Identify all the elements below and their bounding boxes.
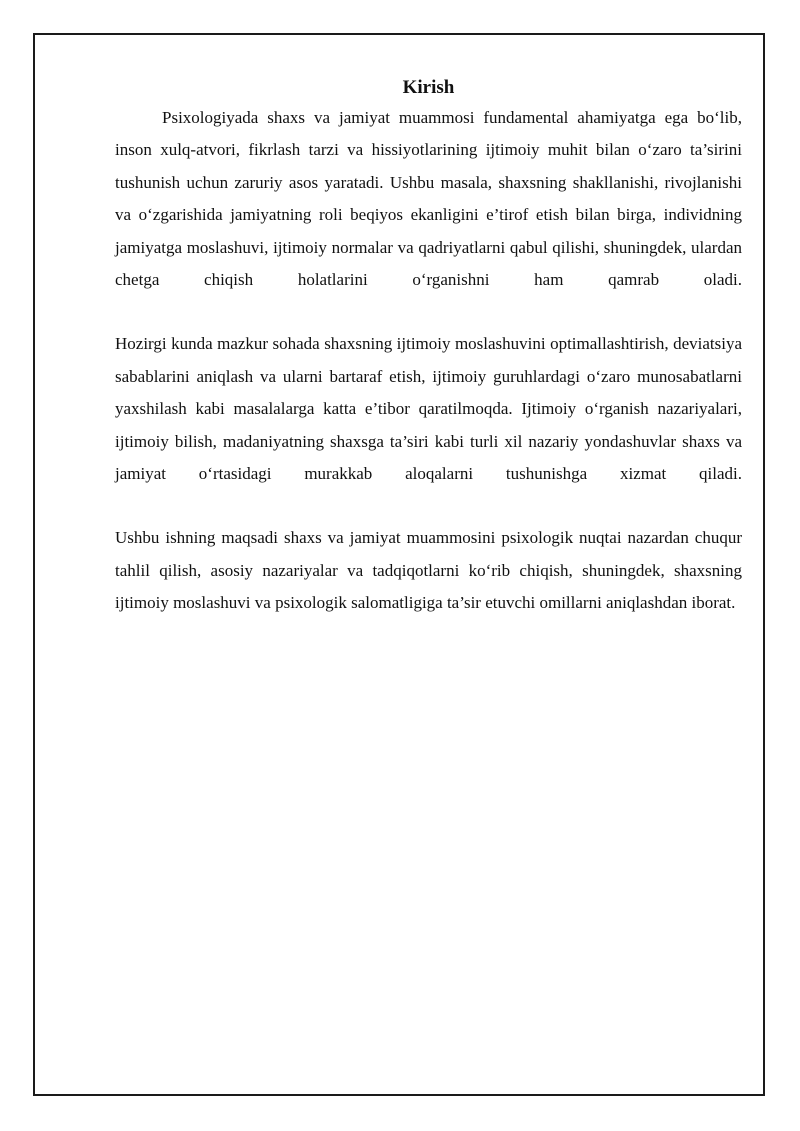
document-body (115, 74, 742, 620)
paragraph-3: Ushbu ishning maqsadi shaxs va jamiyat muammosini psixologik nuqtai nazardan chuqur tahlil qilish, asosiy nazariyalar va tadqiqotlarni ko‘rib chiqish, shuningdek, shaxsning ijtimoiy moslashuvi va psixologik salomatligiga ta’sir etuvchi omillarni aniqlashdan iborat. (115, 528, 742, 613)
paragraph-1: Psixologiyada shaxs va jamiyat muammosi fundamental ahamiyatga ega bo‘lib, inson xulq-atvori, fikrlash tarzi va hissiyotlarining ijtimoiy muhit bilan o‘zaro ta’sirini tushunish uchun zaruriy asos yaratadi. Ushbu masala, shaxsning shakllanishi, rivojlanishi va o‘zgarishida jamiyatning roli beqiyos ekanligini e’tirof etish bilan birga, individning jamiyatga moslashuvi, ijtimoiy normalar va qadriyatlarni qabul qilishi, shuningdek, ulardan chetga chiqish holatlarini o‘rganishni ham qamrab oladi. (115, 108, 742, 290)
paragraph-spacer (115, 490, 742, 522)
section-title: Kirish (402, 77, 455, 98)
paragraph-2: Hozirgi kunda mazkur sohada shaxsning ijtimoiy moslashuvini optimallashtirish, deviatsiya sabablarini aniqlash va ularni bartaraf etish, ijtimoiy guruhlardagi o‘zaro munosabatlarni yaxshilash kabi masalalarga katta e’tibor qaratilmoqda. Ijtimoiy o‘rganish nazariyalari, ijtimoiy bilish, madaniyatning shaxsga ta’siri kabi turli xil nazariy yondashuvlar shaxs va jamiyat o‘rtasidagi murakkab aloqalarni tushunishga xizmat qiladi. (115, 334, 742, 484)
paragraph-spacer (115, 296, 742, 328)
